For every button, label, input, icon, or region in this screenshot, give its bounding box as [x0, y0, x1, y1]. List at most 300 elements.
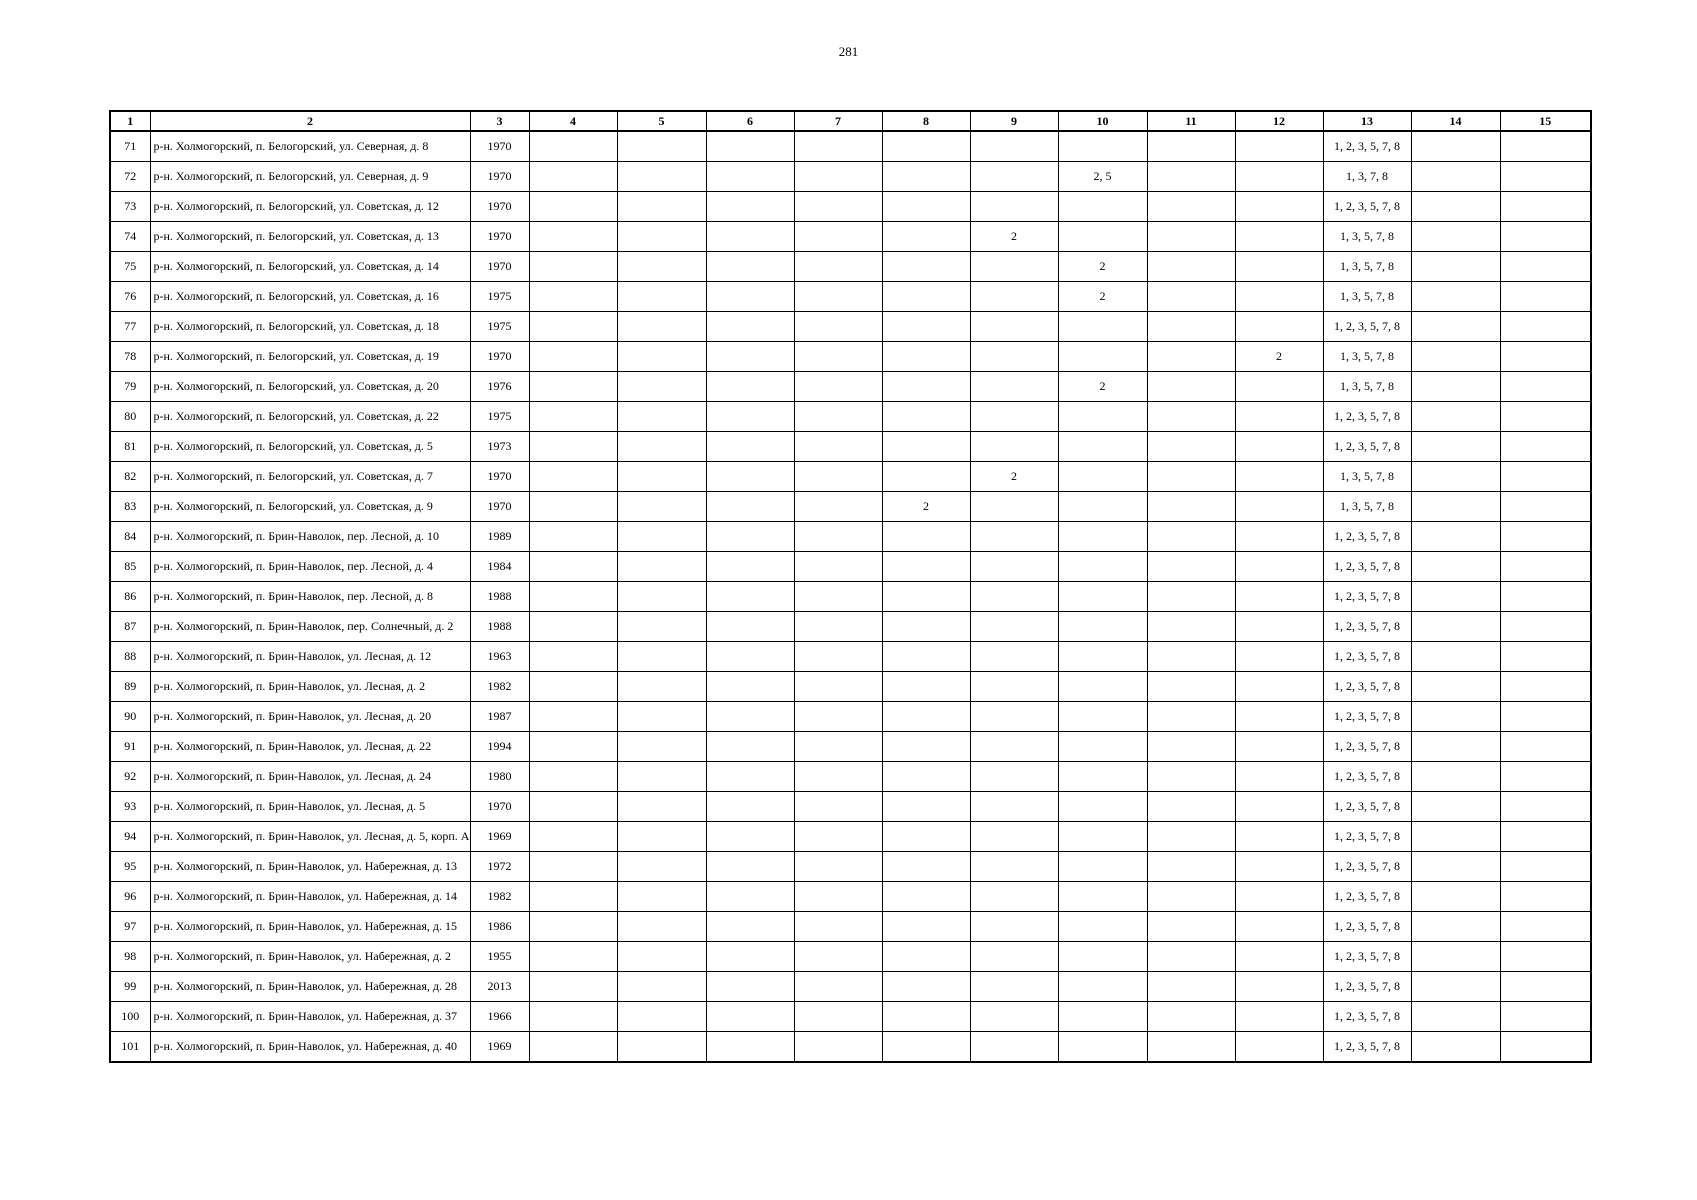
- empty-cell-col11: [1147, 462, 1235, 492]
- value-cell-col8: [882, 522, 970, 552]
- value-cell-col8: [882, 192, 970, 222]
- empty-cell-col14: [1411, 1002, 1500, 1032]
- empty-cell-col5: [617, 342, 706, 372]
- empty-cell-col4: [529, 612, 617, 642]
- empty-cell-col4: [529, 882, 617, 912]
- year-cell: 1988: [470, 582, 529, 612]
- empty-cell-col14: [1411, 552, 1500, 582]
- empty-cell-col15: [1500, 192, 1591, 222]
- empty-cell-col11: [1147, 732, 1235, 762]
- empty-cell-col15: [1500, 1002, 1591, 1032]
- empty-cell-col4: [529, 762, 617, 792]
- empty-cell-col15: [1500, 131, 1591, 162]
- value-cell-col13: 1, 2, 3, 5, 7, 8: [1323, 972, 1411, 1002]
- empty-cell-col7: [794, 192, 882, 222]
- header-row: [110, 111, 1591, 131]
- table-body: [110, 131, 1591, 1062]
- empty-cell-col15: [1500, 762, 1591, 792]
- column-header-11: 11: [1147, 111, 1235, 131]
- table-row: [110, 582, 1591, 612]
- empty-cell-col7: [794, 702, 882, 732]
- table-row: [110, 732, 1591, 762]
- row-number-cell: 84: [110, 522, 150, 552]
- empty-cell-col7: [794, 162, 882, 192]
- table-row: [110, 342, 1591, 372]
- table-row: [110, 1002, 1591, 1032]
- value-cell-col9: [970, 372, 1058, 402]
- empty-cell-col6: [706, 642, 794, 672]
- value-cell-col13: 1, 2, 3, 5, 7, 8: [1323, 702, 1411, 732]
- empty-cell-col14: [1411, 222, 1500, 252]
- empty-cell-col6: [706, 342, 794, 372]
- year-cell: 1989: [470, 522, 529, 552]
- empty-cell-col11: [1147, 582, 1235, 612]
- empty-cell-col11: [1147, 1032, 1235, 1063]
- empty-cell-col6: [706, 162, 794, 192]
- empty-cell-col7: [794, 312, 882, 342]
- empty-cell-col4: [529, 342, 617, 372]
- empty-cell-col11: [1147, 552, 1235, 582]
- address-cell: р-н. Холмогорский, п. Брин-Наволок, ул. Лесная, д. 20: [150, 702, 470, 732]
- empty-cell-col5: [617, 1002, 706, 1032]
- value-cell-col12: [1235, 222, 1323, 252]
- empty-cell-col5: [617, 522, 706, 552]
- year-cell: 1970: [470, 492, 529, 522]
- empty-cell-col4: [529, 1002, 617, 1032]
- value-cell-col12: [1235, 552, 1323, 582]
- table-row: [110, 912, 1591, 942]
- row-number-cell: 94: [110, 822, 150, 852]
- empty-cell-col4: [529, 912, 617, 942]
- empty-cell-col4: [529, 222, 617, 252]
- table-row: [110, 131, 1591, 162]
- value-cell-col13: 1, 3, 5, 7, 8: [1323, 372, 1411, 402]
- address-cell: р-н. Холмогорский, п. Брин-Наволок, пер. Лесной, д. 4: [150, 552, 470, 582]
- year-cell: 1970: [470, 222, 529, 252]
- column-header-12: 12: [1235, 111, 1323, 131]
- value-cell-col12: [1235, 792, 1323, 822]
- value-cell-col9: [970, 732, 1058, 762]
- value-cell-col9: [970, 912, 1058, 942]
- value-cell-col8: [882, 1002, 970, 1032]
- empty-cell-col14: [1411, 162, 1500, 192]
- empty-cell-col15: [1500, 792, 1591, 822]
- value-cell-col12: [1235, 402, 1323, 432]
- empty-cell-col5: [617, 492, 706, 522]
- value-cell-col13: 1, 2, 3, 5, 7, 8: [1323, 312, 1411, 342]
- table-row: [110, 822, 1591, 852]
- empty-cell-col14: [1411, 612, 1500, 642]
- row-number-cell: 80: [110, 402, 150, 432]
- column-header-2: 2: [150, 111, 470, 131]
- year-cell: 1969: [470, 1032, 529, 1063]
- empty-cell-col11: [1147, 942, 1235, 972]
- year-cell: 1963: [470, 642, 529, 672]
- address-cell: р-н. Холмогорский, п. Брин-Наволок, ул. Набережная, д. 2: [150, 942, 470, 972]
- value-cell-col9: [970, 582, 1058, 612]
- value-cell-col13: 1, 3, 5, 7, 8: [1323, 252, 1411, 282]
- empty-cell-col14: [1411, 702, 1500, 732]
- year-cell: 1982: [470, 672, 529, 702]
- empty-cell-col7: [794, 492, 882, 522]
- value-cell-col10: [1058, 612, 1147, 642]
- value-cell-col13: 1, 2, 3, 5, 7, 8: [1323, 822, 1411, 852]
- empty-cell-col5: [617, 972, 706, 1002]
- address-cell: р-н. Холмогорский, п. Брин-Наволок, ул. Лесная, д. 2: [150, 672, 470, 702]
- address-cell: р-н. Холмогорский, п. Белогорский, ул. Северная, д. 9: [150, 162, 470, 192]
- address-cell: р-н. Холмогорский, п. Брин-Наволок, пер. Лесной, д. 8: [150, 582, 470, 612]
- address-cell: р-н. Холмогорский, п. Белогорский, ул. Советская, д. 14: [150, 252, 470, 282]
- empty-cell-col5: [617, 582, 706, 612]
- value-cell-col10: 2: [1058, 252, 1147, 282]
- empty-cell-col7: [794, 1002, 882, 1032]
- empty-cell-col14: [1411, 522, 1500, 552]
- value-cell-col8: [882, 432, 970, 462]
- empty-cell-col14: [1411, 642, 1500, 672]
- table-row: [110, 852, 1591, 882]
- empty-cell-col5: [617, 642, 706, 672]
- empty-cell-col11: [1147, 792, 1235, 822]
- address-cell: р-н. Холмогорский, п. Брин-Наволок, ул. Набережная, д. 40: [150, 1032, 470, 1063]
- empty-cell-col4: [529, 732, 617, 762]
- empty-cell-col14: [1411, 342, 1500, 372]
- value-cell-col8: [882, 462, 970, 492]
- empty-cell-col5: [617, 792, 706, 822]
- value-cell-col8: [882, 732, 970, 762]
- empty-cell-col15: [1500, 342, 1591, 372]
- empty-cell-col6: [706, 492, 794, 522]
- value-cell-col8: [882, 912, 970, 942]
- value-cell-col9: [970, 942, 1058, 972]
- empty-cell-col6: [706, 222, 794, 252]
- value-cell-col10: [1058, 552, 1147, 582]
- value-cell-col8: [882, 131, 970, 162]
- value-cell-col9: [970, 1032, 1058, 1063]
- value-cell-col9: [970, 522, 1058, 552]
- value-cell-col13: 1, 2, 3, 5, 7, 8: [1323, 432, 1411, 462]
- empty-cell-col7: [794, 852, 882, 882]
- empty-cell-col14: [1411, 942, 1500, 972]
- empty-cell-col11: [1147, 252, 1235, 282]
- value-cell-col12: [1235, 942, 1323, 972]
- empty-cell-col7: [794, 462, 882, 492]
- value-cell-col12: [1235, 612, 1323, 642]
- table-row: [110, 942, 1591, 972]
- empty-cell-col14: [1411, 672, 1500, 702]
- empty-cell-col5: [617, 702, 706, 732]
- empty-cell-col14: [1411, 492, 1500, 522]
- page-number: 281: [838, 44, 859, 59]
- value-cell-col8: [882, 312, 970, 342]
- table-row: [110, 522, 1591, 552]
- empty-cell-col7: [794, 672, 882, 702]
- row-number-cell: 96: [110, 882, 150, 912]
- empty-cell-col11: [1147, 162, 1235, 192]
- row-number-cell: 89: [110, 672, 150, 702]
- address-cell: р-н. Холмогорский, п. Белогорский, ул. Советская, д. 19: [150, 342, 470, 372]
- empty-cell-col4: [529, 131, 617, 162]
- table-row: [110, 372, 1591, 402]
- empty-cell-col7: [794, 432, 882, 462]
- address-cell: р-н. Холмогорский, п. Белогорский, ул. Советская, д. 9: [150, 492, 470, 522]
- empty-cell-col4: [529, 312, 617, 342]
- column-header-8: 8: [882, 111, 970, 131]
- value-cell-col8: [882, 282, 970, 312]
- empty-cell-col6: [706, 1032, 794, 1063]
- value-cell-col9: [970, 312, 1058, 342]
- value-cell-col9: [970, 342, 1058, 372]
- empty-cell-col7: [794, 582, 882, 612]
- year-cell: 1973: [470, 432, 529, 462]
- empty-cell-col6: [706, 552, 794, 582]
- value-cell-col12: [1235, 282, 1323, 312]
- empty-cell-col14: [1411, 882, 1500, 912]
- empty-cell-col15: [1500, 732, 1591, 762]
- empty-cell-col4: [529, 1032, 617, 1063]
- row-number-cell: 82: [110, 462, 150, 492]
- year-cell: 1970: [470, 252, 529, 282]
- empty-cell-col6: [706, 912, 794, 942]
- value-cell-col8: [882, 162, 970, 192]
- empty-cell-col14: [1411, 131, 1500, 162]
- value-cell-col8: [882, 222, 970, 252]
- empty-cell-col6: [706, 792, 794, 822]
- row-number-cell: 101: [110, 1032, 150, 1063]
- empty-cell-col5: [617, 552, 706, 582]
- empty-cell-col5: [617, 252, 706, 282]
- empty-cell-col11: [1147, 432, 1235, 462]
- column-header-15: 15: [1500, 111, 1591, 131]
- value-cell-col8: [882, 762, 970, 792]
- address-cell: р-н. Холмогорский, п. Белогорский, ул. Советская, д. 5: [150, 432, 470, 462]
- empty-cell-col11: [1147, 342, 1235, 372]
- value-cell-col13: 1, 3, 5, 7, 8: [1323, 222, 1411, 252]
- empty-cell-col7: [794, 402, 882, 432]
- empty-cell-col15: [1500, 252, 1591, 282]
- year-cell: 1976: [470, 372, 529, 402]
- empty-cell-col7: [794, 732, 882, 762]
- value-cell-col12: [1235, 972, 1323, 1002]
- value-cell-col12: [1235, 432, 1323, 462]
- register-table: [109, 110, 1592, 1063]
- empty-cell-col5: [617, 312, 706, 342]
- empty-cell-col14: [1411, 852, 1500, 882]
- empty-cell-col11: [1147, 882, 1235, 912]
- row-number-cell: 78: [110, 342, 150, 372]
- value-cell-col12: [1235, 492, 1323, 522]
- value-cell-col10: [1058, 222, 1147, 252]
- empty-cell-col15: [1500, 492, 1591, 522]
- row-number-cell: 98: [110, 942, 150, 972]
- value-cell-col9: [970, 131, 1058, 162]
- empty-cell-col4: [529, 792, 617, 822]
- empty-cell-col6: [706, 612, 794, 642]
- address-cell: р-н. Холмогорский, п. Белогорский, ул. Советская, д. 12: [150, 192, 470, 222]
- value-cell-col8: [882, 822, 970, 852]
- value-cell-col10: [1058, 762, 1147, 792]
- empty-cell-col15: [1500, 522, 1591, 552]
- row-number-cell: 75: [110, 252, 150, 282]
- address-cell: р-н. Холмогорский, п. Брин-Наволок, ул. Лесная, д. 22: [150, 732, 470, 762]
- empty-cell-col15: [1500, 1032, 1591, 1063]
- empty-cell-col4: [529, 522, 617, 552]
- table-row: [110, 792, 1591, 822]
- value-cell-col13: 1, 2, 3, 5, 7, 8: [1323, 642, 1411, 672]
- address-cell: р-н. Холмогорский, п. Брин-Наволок, ул. Лесная, д. 24: [150, 762, 470, 792]
- empty-cell-col15: [1500, 222, 1591, 252]
- year-cell: 2013: [470, 972, 529, 1002]
- empty-cell-col15: [1500, 402, 1591, 432]
- value-cell-col12: [1235, 162, 1323, 192]
- table-row: [110, 402, 1591, 432]
- year-cell: 1994: [470, 732, 529, 762]
- value-cell-col13: 1, 2, 3, 5, 7, 8: [1323, 131, 1411, 162]
- empty-cell-col6: [706, 282, 794, 312]
- row-number-cell: 91: [110, 732, 150, 762]
- value-cell-col8: [882, 972, 970, 1002]
- address-cell: р-н. Холмогорский, п. Брин-Наволок, ул. Лесная, д. 5: [150, 792, 470, 822]
- empty-cell-col5: [617, 822, 706, 852]
- row-number-cell: 95: [110, 852, 150, 882]
- empty-cell-col5: [617, 402, 706, 432]
- value-cell-col9: [970, 822, 1058, 852]
- value-cell-col10: [1058, 702, 1147, 732]
- row-number-cell: 83: [110, 492, 150, 522]
- empty-cell-col6: [706, 942, 794, 972]
- year-cell: 1988: [470, 612, 529, 642]
- empty-cell-col11: [1147, 372, 1235, 402]
- row-number-cell: 71: [110, 131, 150, 162]
- value-cell-col9: [970, 612, 1058, 642]
- value-cell-col12: [1235, 252, 1323, 282]
- year-cell: 1986: [470, 912, 529, 942]
- column-header-14: 14: [1411, 111, 1500, 131]
- empty-cell-col11: [1147, 131, 1235, 162]
- row-number-cell: 77: [110, 312, 150, 342]
- empty-cell-col15: [1500, 972, 1591, 1002]
- row-number-cell: 88: [110, 642, 150, 672]
- table-row: [110, 972, 1591, 1002]
- empty-cell-col14: [1411, 192, 1500, 222]
- year-cell: 1955: [470, 942, 529, 972]
- empty-cell-col7: [794, 642, 882, 672]
- empty-cell-col14: [1411, 462, 1500, 492]
- column-header-7: 7: [794, 111, 882, 131]
- empty-cell-col15: [1500, 552, 1591, 582]
- empty-cell-col6: [706, 852, 794, 882]
- value-cell-col13: 1, 3, 5, 7, 8: [1323, 342, 1411, 372]
- value-cell-col13: 1, 3, 5, 7, 8: [1323, 492, 1411, 522]
- value-cell-col13: 1, 2, 3, 5, 7, 8: [1323, 882, 1411, 912]
- empty-cell-col6: [706, 432, 794, 462]
- value-cell-col8: 2: [882, 492, 970, 522]
- value-cell-col10: 2: [1058, 282, 1147, 312]
- value-cell-col13: 1, 2, 3, 5, 7, 8: [1323, 762, 1411, 792]
- value-cell-col8: [882, 1032, 970, 1063]
- value-cell-col12: [1235, 852, 1323, 882]
- empty-cell-col6: [706, 1002, 794, 1032]
- empty-cell-col15: [1500, 162, 1591, 192]
- table-row: [110, 492, 1591, 522]
- empty-cell-col6: [706, 882, 794, 912]
- year-cell: 1975: [470, 312, 529, 342]
- empty-cell-col5: [617, 192, 706, 222]
- empty-cell-col5: [617, 1032, 706, 1063]
- value-cell-col13: 1, 2, 3, 5, 7, 8: [1323, 612, 1411, 642]
- year-cell: 1987: [470, 702, 529, 732]
- empty-cell-col5: [617, 942, 706, 972]
- value-cell-col12: [1235, 912, 1323, 942]
- empty-cell-col7: [794, 1032, 882, 1063]
- empty-cell-col15: [1500, 852, 1591, 882]
- value-cell-col12: [1235, 762, 1323, 792]
- address-cell: р-н. Холмогорский, п. Белогорский, ул. Советская, д. 22: [150, 402, 470, 432]
- value-cell-col9: [970, 402, 1058, 432]
- value-cell-col8: [882, 792, 970, 822]
- value-cell-col12: [1235, 312, 1323, 342]
- row-number-cell: 90: [110, 702, 150, 732]
- empty-cell-col4: [529, 582, 617, 612]
- empty-cell-col11: [1147, 522, 1235, 552]
- column-header-1: 1: [110, 111, 150, 131]
- empty-cell-col15: [1500, 612, 1591, 642]
- column-header-4: 4: [529, 111, 617, 131]
- empty-cell-col14: [1411, 822, 1500, 852]
- empty-cell-col6: [706, 522, 794, 552]
- row-number-cell: 76: [110, 282, 150, 312]
- empty-cell-col6: [706, 192, 794, 222]
- empty-cell-col5: [617, 282, 706, 312]
- empty-cell-col5: [617, 672, 706, 702]
- value-cell-col13: 1, 2, 3, 5, 7, 8: [1323, 522, 1411, 552]
- value-cell-col12: [1235, 462, 1323, 492]
- address-cell: р-н. Холмогорский, п. Брин-Наволок, пер. Лесной, д. 10: [150, 522, 470, 552]
- empty-cell-col15: [1500, 882, 1591, 912]
- address-cell: р-н. Холмогорский, п. Брин-Наволок, ул. Набережная, д. 37: [150, 1002, 470, 1032]
- empty-cell-col14: [1411, 582, 1500, 612]
- value-cell-col10: [1058, 642, 1147, 672]
- table-row: [110, 882, 1591, 912]
- row-number-cell: 93: [110, 792, 150, 822]
- empty-cell-col11: [1147, 612, 1235, 642]
- value-cell-col10: [1058, 852, 1147, 882]
- empty-cell-col7: [794, 282, 882, 312]
- value-cell-col8: [882, 582, 970, 612]
- value-cell-col13: 1, 2, 3, 5, 7, 8: [1323, 912, 1411, 942]
- column-header-3: 3: [470, 111, 529, 131]
- column-header-10: 10: [1058, 111, 1147, 131]
- value-cell-col10: [1058, 342, 1147, 372]
- value-cell-col13: 1, 2, 3, 5, 7, 8: [1323, 192, 1411, 222]
- column-header-13: 13: [1323, 111, 1411, 131]
- empty-cell-col15: [1500, 312, 1591, 342]
- empty-cell-col4: [529, 162, 617, 192]
- empty-cell-col4: [529, 852, 617, 882]
- empty-cell-col4: [529, 462, 617, 492]
- row-number-cell: 85: [110, 552, 150, 582]
- value-cell-col9: [970, 552, 1058, 582]
- empty-cell-col15: [1500, 582, 1591, 612]
- table-row: [110, 612, 1591, 642]
- table-row: [110, 192, 1591, 222]
- table-row: [110, 162, 1591, 192]
- empty-cell-col5: [617, 762, 706, 792]
- empty-cell-col7: [794, 942, 882, 972]
- value-cell-col9: [970, 792, 1058, 822]
- empty-cell-col11: [1147, 702, 1235, 732]
- empty-cell-col7: [794, 131, 882, 162]
- value-cell-col10: [1058, 792, 1147, 822]
